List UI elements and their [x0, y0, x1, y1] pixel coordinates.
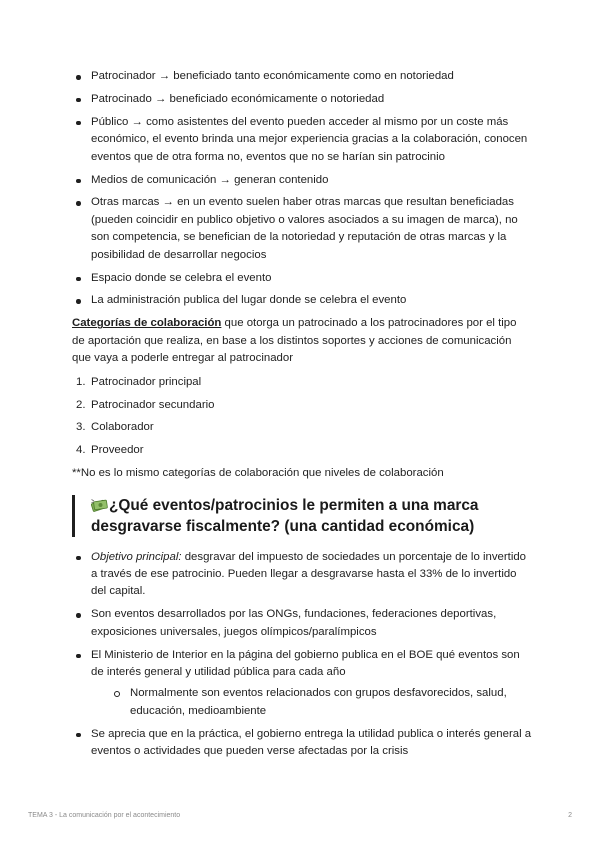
- note-text: **No es lo mismo categorías de colaboración que niveles de colaboración: [72, 467, 444, 480]
- bullet-icon: [76, 121, 81, 126]
- callout-heading: ¿Qué eventos/patrocinios le permiten a una marca desgravarse fiscalmente? (una cantidad económica): [91, 496, 479, 535]
- list-item-text: Patrocinador → beneficiado tanto económicamente como en notoriedad: [91, 70, 454, 82]
- list-item-italic: Objetivo principal:: [91, 550, 182, 563]
- list-item: [72, 270, 532, 287]
- list-item-text: Patrocinador secundario: [91, 398, 215, 411]
- document-page: [72, 68, 532, 766]
- list-item-text: Se aprecia que en la práctica, el gobierno entrega la utilidad publica o interés general a eventos o actividades que pueden verse afectadas por la crisis: [91, 727, 532, 758]
- bullet-icon: [76, 98, 81, 103]
- list-item: [72, 647, 532, 721]
- categories-heading: Categorías de colaboración: [72, 317, 222, 330]
- list-item-text: Patrocinador principal: [91, 375, 202, 388]
- footer-title: TEMA 3 - La comunicación por el acontecimiento: [28, 812, 181, 819]
- bullet-icon: [76, 277, 81, 282]
- list-item: [72, 442, 532, 459]
- list-item-text: El Ministerio de Interior en la página del gobierno publica en el BOE qué eventos son de interés general y utilidad pública para cada año: [91, 648, 520, 679]
- bullet-icon: [76, 75, 81, 80]
- money-icon: [91, 498, 108, 512]
- page-footer: [28, 812, 572, 819]
- circle-bullet-icon: [114, 691, 120, 697]
- bullet-icon: [76, 733, 81, 738]
- list-item: [72, 114, 532, 166]
- categories-text: que otorga un patrocinado a los patrocinadores por el tipo de aportación que realiza, en base a los distintos soportes y acciones de comunicación que vaya a poderle entregar al patrocinador: [72, 317, 517, 365]
- list-item-text: Otras marcas → en un evento suelen haber otras marcas que resultan beneficiadas (pueden coincidir en publico objetivo o valores asociados a su imagen de marca), no son competencia, se benefician de la notoriedad y reputación de otras marcas y la posibilidad de desarrollar negocios: [91, 196, 518, 261]
- list-number: 1.: [76, 375, 86, 388]
- list-item-text: La administración publica del lugar donde se celebra el evento: [91, 294, 407, 307]
- list-item-text: Espacio donde se celebra el evento: [91, 271, 272, 284]
- bullet-icon: [76, 654, 81, 659]
- bullet-icon: [76, 613, 81, 618]
- list-item-text: Colaborador: [91, 421, 154, 434]
- list-item: [72, 194, 532, 264]
- list-item-text: Patrocinado → beneficiado económicamente o notoriedad: [91, 92, 385, 105]
- categories-paragraph: [72, 315, 532, 367]
- list-item: [72, 549, 532, 601]
- bullet-icon: [76, 299, 81, 304]
- list-item-text: Público → como asistentes del evento pueden acceder al mismo por un coste más económico, el evento brinda una mejor experiencia gracias a la colaboración, conocen eventos que de otra forma no, eventos que no se harían sin patrocinio: [91, 115, 528, 163]
- beneficiaries-list: [72, 68, 532, 310]
- bullet-icon: [76, 179, 81, 184]
- list-number: 3.: [76, 421, 86, 434]
- list-item: [72, 397, 532, 414]
- list-item: [72, 374, 532, 391]
- sub-list-item-text: Normalmente son eventos relacionados con grupos desfavorecidos, salud, educación, medioambiente: [130, 687, 507, 717]
- list-item-text: Son eventos desarrollados por las ONGs, fundaciones, federaciones deportivas, exposiciones universales, juegos olímpicos/paralímpicos: [91, 608, 497, 638]
- list-item: [72, 172, 532, 189]
- question-callout: [72, 495, 532, 537]
- list-item: [72, 68, 532, 85]
- list-item: [72, 726, 532, 761]
- list-item: [72, 91, 532, 108]
- list-number: 4.: [76, 444, 86, 457]
- list-item-text: Proveedor: [91, 444, 144, 457]
- list-item: [72, 419, 532, 436]
- sub-list-item: [111, 685, 532, 720]
- bullet-icon: [76, 556, 81, 561]
- categories-list: [72, 374, 532, 460]
- list-item-text: desgravar del impuesto de sociedades un porcentaje de lo invertido a través de ese patrocinio. Pueden llegar a desgravarse hasta el 33% de lo invertido del capital.: [91, 550, 527, 598]
- bullet-icon: [76, 201, 81, 206]
- page-number: 2: [568, 812, 572, 819]
- list-number: 2.: [76, 398, 86, 411]
- list-item: [72, 606, 532, 641]
- tax-events-list: [72, 549, 532, 761]
- list-item-text: Medios de comunicación → generan contenido: [91, 173, 329, 186]
- list-item: [72, 292, 532, 309]
